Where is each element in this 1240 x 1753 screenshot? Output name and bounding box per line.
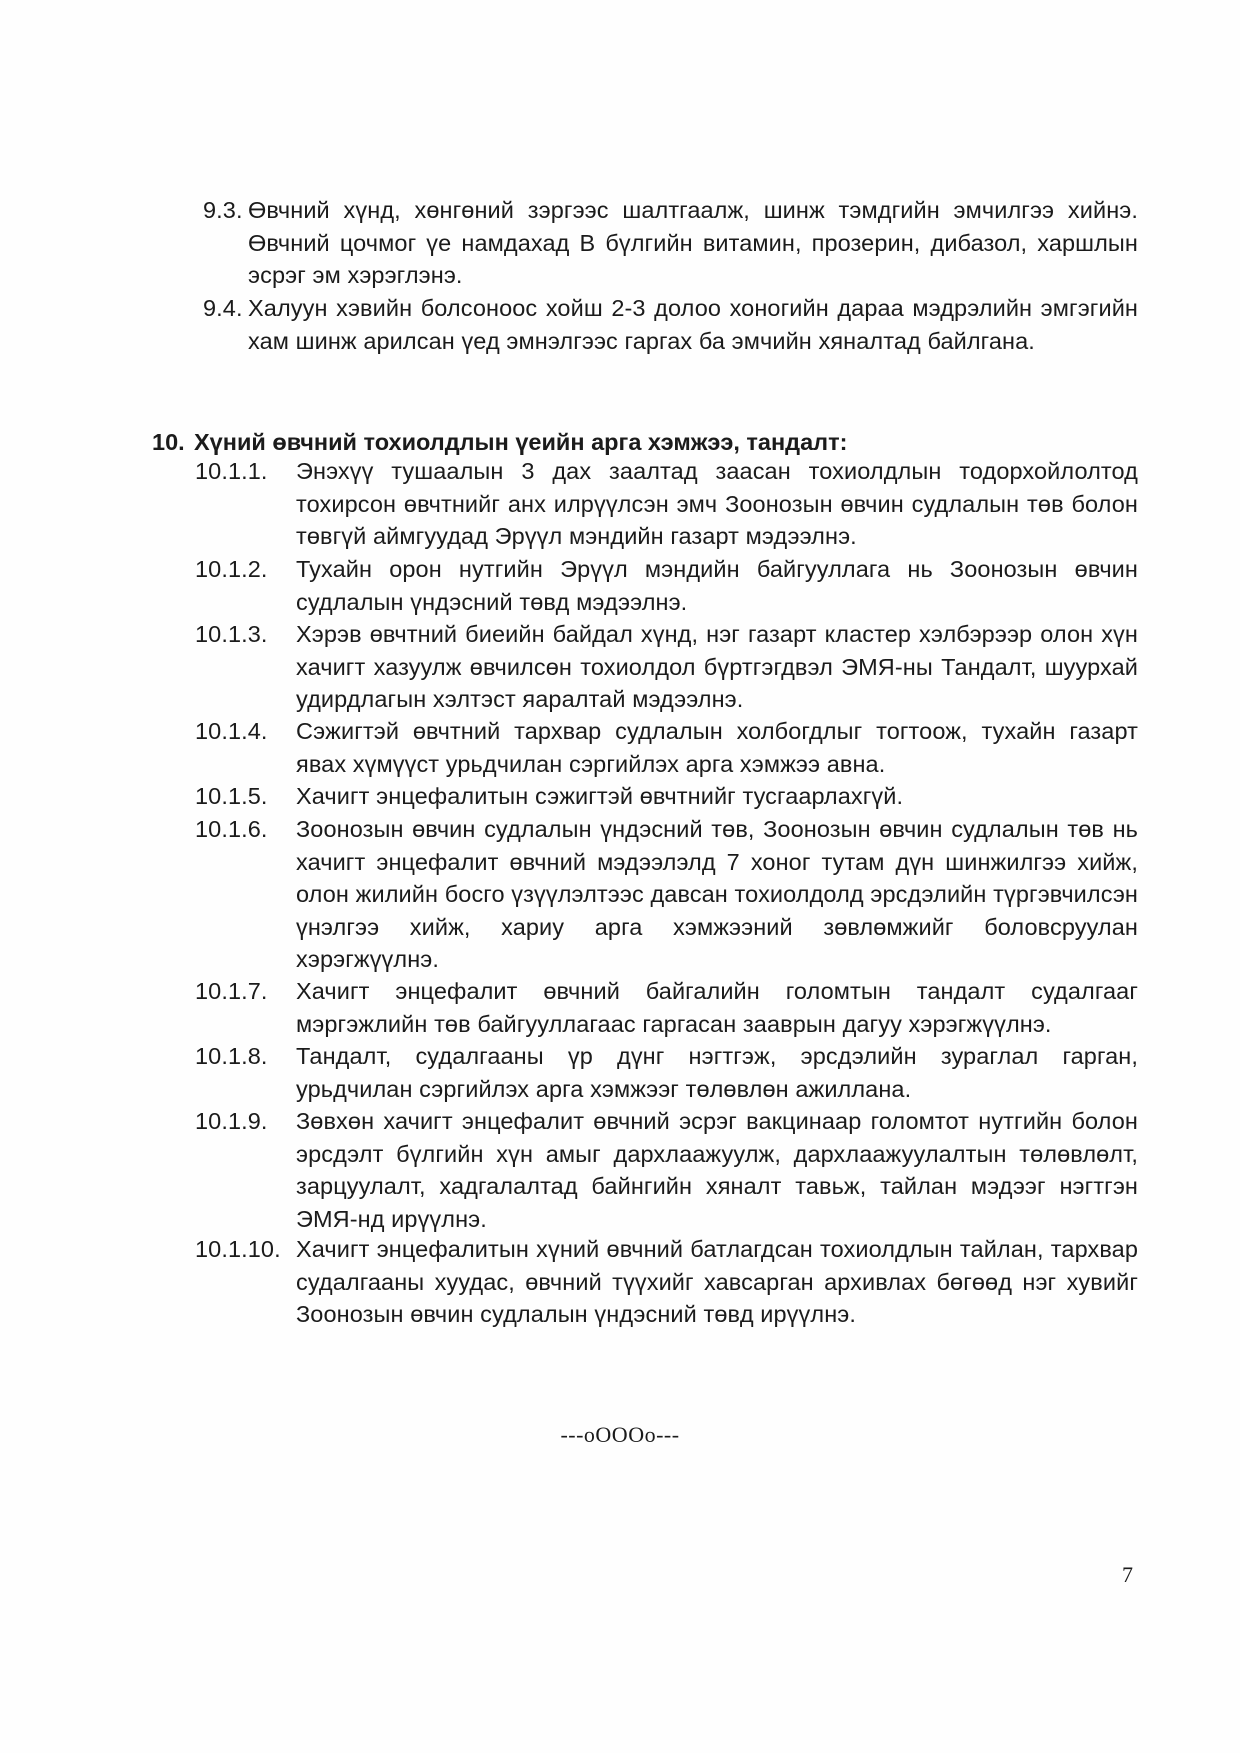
item-text: Зөвхөн хачигт энцефалит өвчний эсрэг вакцинаар голомтот нутгийн болон эрсдэлт бүлгийн хүн амыг дархлаажуулж, дархлаажуулалтын төлөвлөлт, зарцуулалт, хадгалалтад байнгийн хяналт тавьж, тайлан мэдээг нэгтгэн ЭМЯ-нд ирүүлнэ. (296, 1108, 1138, 1232)
item-text: Хачигт энцефалитын сэжигтэй өвчтнийг тусгаарлахгүй. (296, 783, 904, 809)
item-number: 10.1.5. (195, 783, 268, 809)
item-text: Сэжигтэй өвчтний тархвар судлалын холбогдлыг тогтоож, тухайн газарт явах хүмүүст урьдчилан сэргийлэх арга хэмжээ авна. (296, 718, 1138, 777)
item-text: Энэхүү тушаалын 3 дах заалтад заасан тохиолдлын тодорхойлолтод тохирсон өвчтнийг анх илрүүлсэн эмч Зоонозын өвчин судлалын төв болон төвгүй аймгуудад Эрүүл мэндийн газарт мэдээлнэ. (296, 458, 1138, 549)
item-number: 10.1.6. (195, 816, 268, 842)
item-text: Тандалт, судалгааны үр дүнг нэгтгэж, эрсдэлийн зураглал гарган, урьдчилан сэргийлэх арга хэмжээг төлөвлөн ажиллана. (296, 1043, 1138, 1102)
item-number: 10.1.7. (195, 978, 268, 1004)
item-text: Халуун хэвийн болсоноос хойш 2-3 долоо хоногийн дараа мэдрэлийн эмгэгийн хам шинж арилсан үед эмнэлгээс гаргах ба эмчийн хяналтад байлгана. (248, 295, 1138, 354)
item-text: Хачигт энцефалитын хүний өвчний батлагдсан тохиолдлын тайлан, тархвар судалгааны хуудас, өвчний түүхийг хавсарган архивлах бөгөөд нэг хувийг Зоонозын өвчин судлалын үндэсний төвд ирүүлнэ. (296, 1236, 1138, 1327)
item-number: 10.1.1. (195, 458, 268, 484)
section-heading (152, 426, 847, 458)
item-number: 10.1.10. (195, 1236, 281, 1262)
item-number: 9.3. (203, 197, 243, 223)
item-number: 10.1.3. (195, 621, 268, 647)
item-number: 10.1.4. (195, 718, 268, 744)
item-text: Хачигт энцефалит өвчний байгалийн голомтын тандалт судалгааг мэргэжлийн төв байгууллагаас гаргасан зааврын дагуу хэрэгжүүлнэ. (296, 978, 1138, 1037)
page-number: 7 (1122, 1562, 1133, 1587)
end-of-text-mark: ---oOOOo--- (560, 1422, 680, 1447)
item-number: 9.4. (203, 295, 243, 321)
section-number: 10. (152, 429, 185, 455)
item-text: Тухайн орон нутгийн Эрүүл мэндийн байгууллага нь Зоонозын өвчин судлалын үндэсний төвд мэдээлнэ. (296, 556, 1138, 615)
item-number: 10.1.9. (195, 1108, 268, 1134)
item-number: 10.1.2. (195, 556, 268, 582)
item-text: Зоонозын өвчин судлалын үндэсний төв, Зоонозын өвчин судлалын төв нь хачигт энцефалит өвчний мэдээлэлд 7 хоног тутам дүн шинжилгээ хийж, олон жилийн босго үзүүлэлтээс давсан тохиолдолд эрсдэлийн түргэвчилсэн үнэлгээ хийж, хариу арга хэмжээний зөвлөмжийг боловсруулан хэрэгжүүлнэ. (296, 816, 1138, 972)
section-title: Хүний өвчний тохиолдлын үеийн арга хэмжээ, тандалт: (194, 429, 848, 455)
item-text: Өвчний хүнд, хөнгөний зэргээс шалтгаалж, шинж тэмдгийн эмчилгээ хийнэ. Өвчний цочмог үе намдахад В бүлгийн витамин, прозерин, дибазол, харшлын эсрэг эм хэрэглэнэ. (248, 197, 1138, 288)
item-number: 10.1.8. (195, 1043, 268, 1069)
item-text: Хэрэв өвчтний биеийн байдал хүнд, нэг газарт кластер хэлбэрээр олон хүн хачигт хазуулж өвчилсөн тохиолдол бүртгэгдвэл ЭМЯ-ны Тандалт, шуурхай удирдлагын хэлтэст яаралтай мэдээлнэ. (296, 621, 1138, 712)
